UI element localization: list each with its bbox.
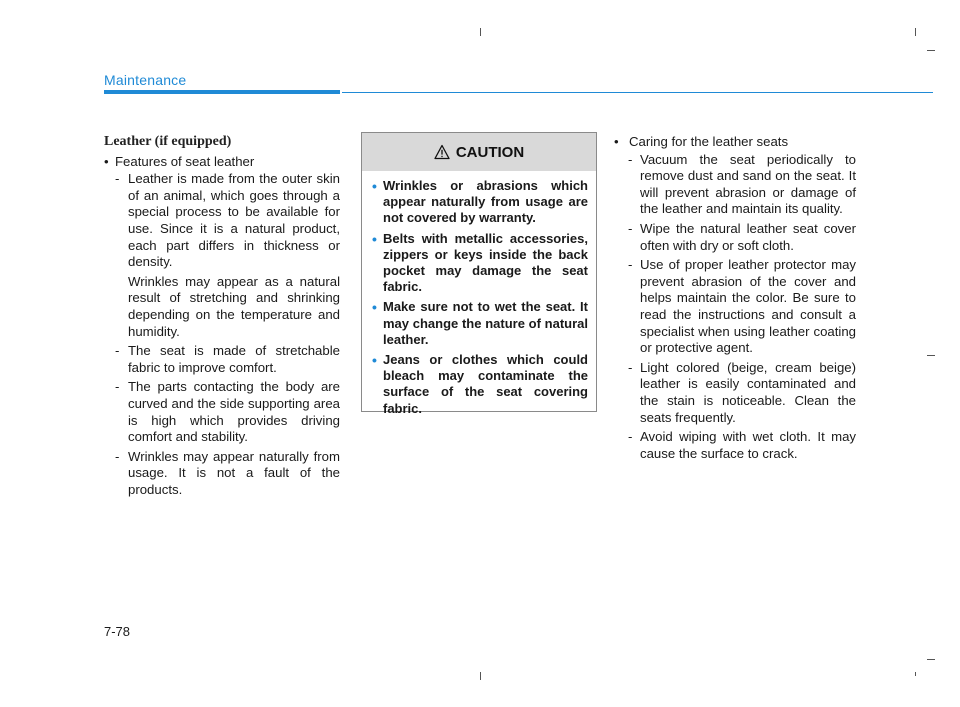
page-number: 7-78	[104, 624, 131, 639]
list-item: - Avoid wiping with wet cloth. It may cause the surface to crack.	[614, 429, 856, 462]
caution-item: • Belts with metallic accessories, zippers or keys inside the back pocket may damage the seat fabric.	[372, 231, 588, 296]
caution-item: • Make sure not to wet the seat. It may change the nature of natural leather.	[372, 299, 588, 348]
caution-item: • Jeans or clothes which could bleach may contaminate the surface of the seat covering fabric.	[372, 352, 588, 417]
caution-item: • Wrinkles or abrasions which appear naturally from usage are not covered by warranty.	[372, 178, 588, 227]
list-item: - The seat is made of stretchable fabric to improve comfort.	[104, 343, 340, 376]
list-item: - Wipe the natural leather seat cover often with dry or soft cloth.	[614, 221, 856, 254]
list-item: - The parts contacting the body are curved and the side supporting area is high which provides driving comfort and stability.	[104, 379, 340, 445]
caution-header	[362, 133, 596, 171]
crop-mark	[915, 28, 916, 36]
crop-mark	[927, 355, 935, 356]
crop-mark	[927, 659, 935, 660]
right-column	[614, 134, 856, 465]
list-item: - Use of proper leather protector may prevent abrasion of the cover and helps maintain the color. Be sure to read the instructions and consult a specialist when using leather coating or protective agent.	[614, 257, 856, 357]
crop-mark	[927, 50, 935, 51]
list-item: - Leather is made from the outer skin of an animal, which goes through a special process to be available for use. Since it is a natural product, each part differs in thickness or density.	[104, 171, 340, 271]
warning-triangle-icon	[434, 144, 450, 160]
caution-list	[362, 171, 596, 417]
list-item: - Wrinkles may appear naturally from usage. It is not a fault of the products.	[104, 449, 340, 499]
header-rule-thin	[342, 92, 933, 93]
section-heading: Leather (if equipped)	[104, 134, 232, 149]
bullet-caring: • Caring for the leather seats	[614, 134, 856, 151]
crop-mark	[480, 28, 481, 36]
bullet-features: • Features of seat leather	[104, 154, 340, 171]
list-paragraph: Wrinkles may appear as a natural result of stretching and shrinking depending on the temperature and humidity.	[128, 273, 340, 339]
list-item: - Light colored (beige, cream beige) leather is easily contaminated and the stain is noticeable. Clean the seats frequently.	[614, 360, 856, 426]
crop-mark	[480, 672, 481, 680]
list-item: - Vacuum the seat periodically to remove dust and sand on the seat. It will prevent abrasion or damage of the leather and maintain its quality.	[614, 152, 856, 218]
header-rule-thick	[104, 90, 340, 94]
left-column	[104, 134, 340, 501]
caution-box	[361, 132, 597, 416]
section-label: Maintenance	[104, 72, 187, 88]
crop-mark	[915, 672, 916, 676]
caution-title: CAUTION	[455, 143, 525, 161]
